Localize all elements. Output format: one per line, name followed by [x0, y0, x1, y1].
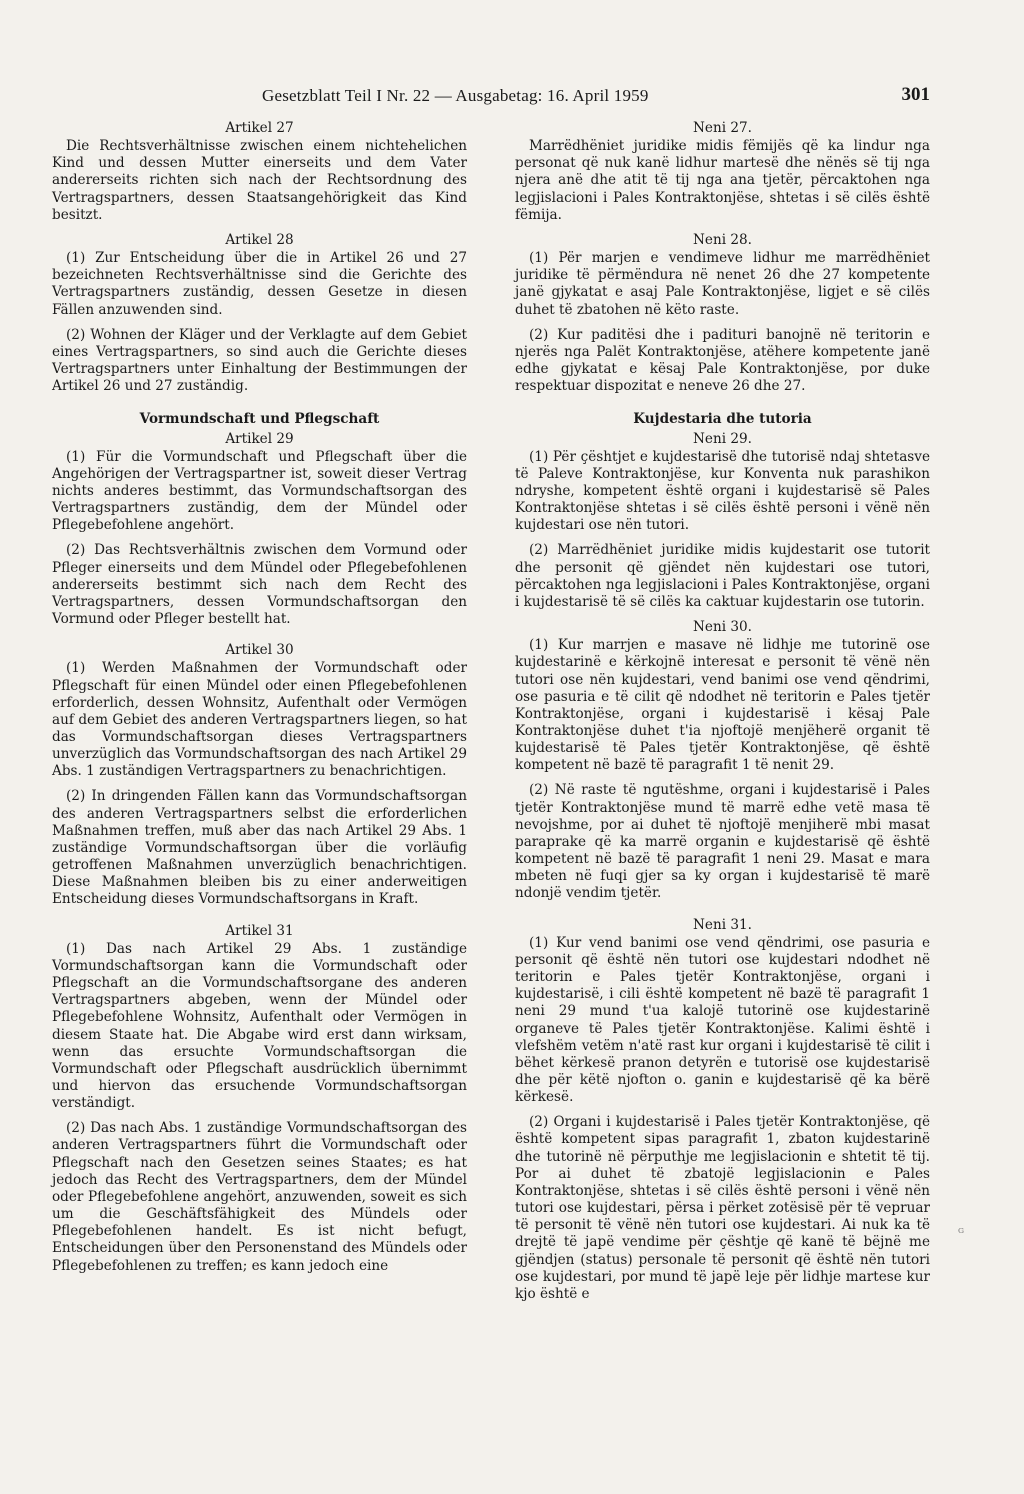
running-title: Gesetzblatt Teil I Nr. 22 — Ausgabetag: 16. April 1959 — [262, 86, 649, 105]
section-heading-guardianship: Vormundschaft und Pflegschaft — [139, 411, 380, 428]
article-29-para-2: (2) Das Rechtsverhältnis zwischen dem Vormund oder Pfleger einerseits und dem Mündel oder Pflegebefohlenen andererseits bestimmt sich nach dem Recht des Vertragspartners, dessen Vormundschaftsorgan den Vormund oder Pfleger bestellt hat. — [52, 542, 467, 628]
article-28-para-1: (1) Zur Entscheidung über die in Artikel 26 und 27 bezeichneten Rechtsverhältnisse sind die Gerichte des Vertragspartners zuständig, dessen Gesetze in diesen Fällen anzuwenden sind. — [52, 250, 467, 318]
article-30-para-1: (1) Werden Maßnahmen der Vormundschaft oder Pflegschaft für einen Mündel oder einen Pflegebefohlenen erforderlich, dessen Wohnsitz, Aufenthalt oder Vermögen auf dem Gebiet des anderen Vertragspartners liegen, so hat das Vormundschaftsorgan dieses Vertragspartners unverzüglich das Vormundschaftsorgan des nach Artikel 29 Abs. 1 zuständigen Vertragspartners zu benachrichtigen. — [52, 660, 467, 780]
article-27-text: Die Rechtsverhältnisse zwischen einem nichtehelichen Kind und dessen Mutter einerseits und dem Vater andererseits richten sich nach der Rechtsordnung des Vertragspartners, dessen Staatsangehörigkeit das Kind besitzt. — [52, 138, 467, 223]
article-27-heading: Artikel 27 — [225, 120, 294, 136]
neni-29-para-2: (2) Marrëdhëniet juridike midis kujdestarit ose tutorit dhe personit që gjëndet nën kujdestari ose tutori, përcaktohen nga legjislacioni i Pales Kontraktonjëse, organi i kujdestarisë të së cilës ka caktuar kujdestarin ose tutorin. — [515, 542, 930, 610]
neni-28-heading: Neni 28. — [693, 231, 752, 248]
margin-mark: ᴳ — [957, 1226, 964, 1240]
two-column-body — [52, 118, 930, 1311]
neni-31-heading: Neni 31. — [693, 916, 752, 933]
neni-29-para-1: (1) Për çështjet e kujdestarisë dhe tutorisë ndaj shtetasve të Paleve Kontraktonjëse, kur Konventa nuk parashikon ndryshe, kompetent është organi i kujdestarisë së Pales Kontraktonjëse shtetas i së cilës është personi i vënë nën kujdestari ose nën tutori. — [515, 448, 930, 534]
neni-30-para-2: (2) Në raste të ngutëshme, organi i kujdestarisë i Pales tjetër Kontraktonjëse mund të marrë edhe vetë masa të nevojshme, por ai duhet të njoftojë menjiherë mbi masat paraprake që ka marrë organin e kujdestarisë që është kompetent në bazë të paragrafit 1 neni 29. Masat e mara mbeten në fuqi gjer sa ky organ i kujdestarisë të marë ndonjë vendim tjetër. — [515, 782, 930, 902]
article-28-heading: Artikel 28 — [225, 231, 294, 248]
neni-29-heading: Neni 29. — [693, 430, 752, 447]
article-31-heading: Artikel 31 — [225, 922, 294, 939]
neni-30-para-1: (1) Kur marrjen e masave në lidhje me tutorinë ose kujdestarinë e kërkojnë interesat e personit të vënë nën tutori ose nën kujdestari, vend banimi ose vend qëndrimi, ose pasuria e të cilit që ndodhet në teritorin e Pales tjetër Kontraktonjëse, organi i kujdestarisë i kësaj Pale Kontraktonjëse duhet t'ia njoftojë menjëherë organit të kujdestarisë të Pales tjetër Kontraktonjëse, që është kompetent në bazë të paragrafit 1 të nenit 29. — [515, 637, 930, 774]
article-29-heading: Artikel 29 — [225, 430, 294, 447]
article-31-para-1: (1) Das nach Artikel 29 Abs. 1 zuständige Vormundschaftsorgan kann die Vormundschaft oder Pflegschaft an die Vormundschaftsorgane des anderen Vertragspartners abgeben, wenn der Mündel oder Pflegebefohlene Wohnsitz, Aufenthalt oder Vermögen in diesem Staate hat. Die Abgabe wird erst dann wirksam, wenn das ersuchte Vormundschaftsorgan die Vormundschaft oder Pflegschaft ausdrücklich übernimmt und hiervon das ersuchende Vormundschaftsorgan verständigt. — [52, 940, 467, 1112]
neni-27-heading: Neni 27. — [693, 120, 752, 136]
neni-28-para-1: (1) Për marjen e vendimeve lidhur me marrëdhëniet juridike të përmëndura në nenet 26 dhe 27 kompetente janë gjykatat e asaj Pale Kontraktonjëse, ligjet e së cilës duhet të zbatohen në këto raste. — [515, 250, 930, 318]
neni-31-para-2: (2) Organi i kujdestarisë i Pales tjetër Kontraktonjëse, që është kompetent sipas paragrafit 1, zbaton kujdestarinë dhe tutorinë në përputhje me legjislacionin e shtetit të tij. Por ai duhet të zbatojë legjislacionin e Pales Kontraktonjëse, shtetas i së cilës është personi i vënë nën tutori ose kujdestari, përsa i përket zotësisë për të vepruar të personit të vënë nën tutori ose kujdestari. Ai nuk ka të drejtë të japë vendime për çështje që kanë të bëjnë me gjëndjen (status) personale të personit që është nën tutori ose kujdestari, por mund të japë leje për lidhje martese kur kjo është e — [515, 1114, 930, 1302]
article-28-para-2: (2) Wohnen der Kläger und der Verklagte auf dem Gebiet eines Vertragspartners, so sind auch die Gerichte dieses Vertragspartners unter Einhaltung der Bestimmungen der Artikel 26 und 27 zuständig. — [52, 326, 467, 395]
neni-27-text: Marrëdhëniet juridike midis fëmijës që ka lindur nga personat që nuk kanë lidhur martesë dhe nënës së tij nga njera anë dhe atit të tij nga ana tjetër, përcaktohen nga legjislacioni i Pales Kontraktonjëse, shtetas i së cilës është fëmija. — [515, 138, 930, 223]
page-header — [52, 84, 930, 114]
neni-30-heading: Neni 30. — [693, 619, 752, 636]
german-column — [52, 118, 467, 1311]
albanian-column — [515, 118, 930, 1311]
section-heading-kujdestaria: Kujdestaria dhe tutoria — [633, 411, 812, 428]
article-31-para-2: (2) Das nach Abs. 1 zuständige Vormundschaftsorgan des anderen Vertragspartners führt die Vormundschaft oder Pflegschaft nach den Gesetzen seines Staates; es hat jedoch das Recht des Vertragspartners, dem der Mündel oder Pflegebefohlene angehört, anzuwenden, soweit es sich um die Geschäftsfähigkeit des Mündels oder Pflegebefohlenen handelt. Es ist nicht befugt, Entscheidungen über den Personenstand des Mündels oder Pflegebefohlenen zu treffen; es kann jedoch eine — [52, 1120, 467, 1274]
page-number: 301 — [901, 84, 930, 105]
neni-31-para-1: (1) Kur vend banimi ose vend qëndrimi, ose pasuria e personit që është nën tutori ose kujdestari ndodhet në teritorin e Pales tjetër Kontraktonjëse, organi i kujdestarisë, i cili është kompetent në bazë të paragrafit 1 neni 29 mund t'ua kalojë tutorinë ose kujdestarinë organeve të Pales tjetër Kontraktonjëse. Kalimi është i vlefshëm vetëm n'atë rast kur organi i kujdestarisë të cilit i bëhet kërkesë pranon detyrën e tutorisë ose kujdestarisë dhe për këtë njofton o. ganin e kujdestarisë që ka bërë kërkesë. — [515, 934, 930, 1106]
article-29-para-1: (1) Für die Vormundschaft und Pflegschaft über die Angehörigen der Vertragspartner ist, soweit dieser Vertrag nichts anderes bestimmt, das Vormundschaftsorgan des Vertragspartners zuständig, dem der Mündel oder Pflegebefohlene angehört. — [52, 448, 467, 534]
neni-28-para-2: (2) Kur paditësi dhe i padituri banojnë në teritorin e njerës nga Palët Kontraktonjëse, atëhere kompetente janë edhe gjykatat e kësaj Pale Kontraktonjëse, por duke respektuar dispozitat e neneve 26 dhe 27. — [515, 326, 930, 395]
article-30-heading: Artikel 30 — [225, 642, 294, 659]
article-30-para-2: (2) In dringenden Fällen kann das Vormundschaftsorgan des anderen Vertragspartners selbst die erforderlichen Maßnahmen treffen, muß aber das nach Artikel 29 Abs. 1 zuständige Vormundschaftsorgan über die vorläufig getroffenen Maßnahmen unverzüglich benachrichtigen. Diese Maßnahmen bleiben bis zu einer anderweitigen Entscheidung dieses Vormundschaftsorgans in Kraft. — [52, 788, 467, 908]
